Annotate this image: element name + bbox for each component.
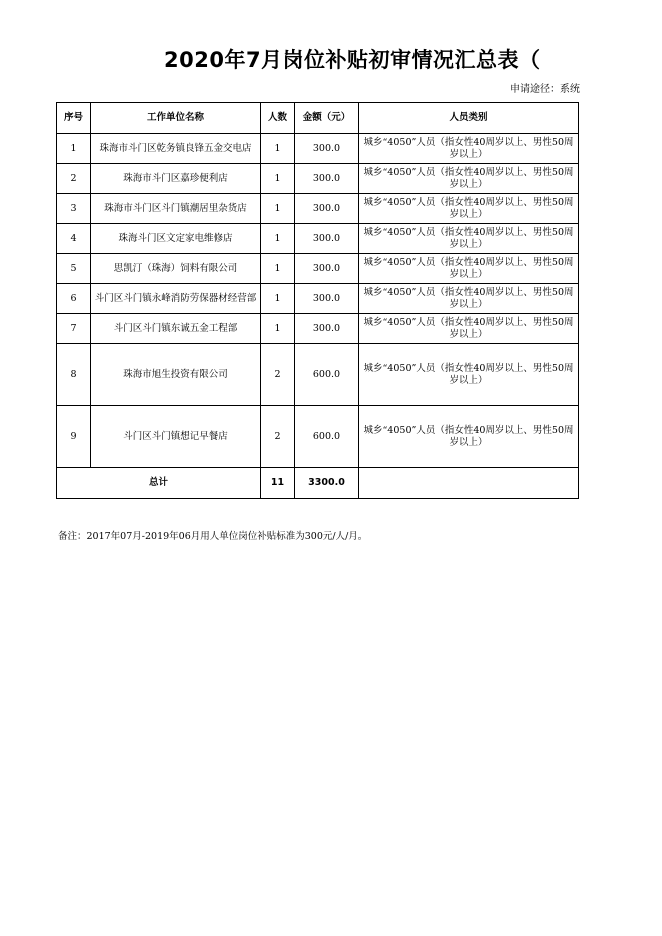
cell-count: 1 <box>261 164 295 194</box>
cell-seq: 7 <box>57 314 91 344</box>
table-row <box>57 406 579 468</box>
summary-table <box>56 102 579 499</box>
cell-category: 城乡“4050”人员（指女性40周岁以上、男性50周岁以上） <box>359 164 579 194</box>
cell-unit: 珠海市旭生投资有限公司 <box>91 344 261 406</box>
cell-unit: 珠海斗门区文定家电维修店 <box>91 224 261 254</box>
cell-seq: 9 <box>57 406 91 468</box>
cell-category: 城乡“4050”人员（指女性40周岁以上、男性50周岁以上） <box>359 314 579 344</box>
cell-count: 1 <box>261 284 295 314</box>
total-count: 11 <box>261 468 295 499</box>
cell-category: 城乡“4050”人员（指女性40周岁以上、男性50周岁以上） <box>359 224 579 254</box>
cell-unit: 斗门区斗门镇永峰消防劳保器材经营部 <box>91 284 261 314</box>
cell-amount: 300.0 <box>295 194 359 224</box>
cell-category: 城乡“4050”人员（指女性40周岁以上、男性50周岁以上） <box>359 406 579 468</box>
table-row <box>57 224 579 254</box>
table-row <box>57 164 579 194</box>
cell-amount: 300.0 <box>295 284 359 314</box>
cell-category: 城乡“4050”人员（指女性40周岁以上、男性50周岁以上） <box>359 254 579 284</box>
page-title: 2020年7月岗位补贴初审情况汇总表（ <box>164 48 541 72</box>
cell-count: 1 <box>261 254 295 284</box>
cell-amount: 300.0 <box>295 164 359 194</box>
total-label: 总计 <box>57 468 261 499</box>
application-channel: 申请途径：系统 <box>510 84 580 95</box>
cell-seq: 4 <box>57 224 91 254</box>
cell-amount: 300.0 <box>295 224 359 254</box>
footnote: 备注：2017年07月-2019年06月用人单位岗位补贴标准为300元/人/月。 <box>58 531 368 542</box>
cell-unit: 珠海市斗门区斗门镇潮居里杂货店 <box>91 194 261 224</box>
header-seq: 序号 <box>57 103 91 134</box>
cell-unit: 斗门区斗门镇想记早餐店 <box>91 406 261 468</box>
total-amount: 3300.0 <box>295 468 359 499</box>
header-unit: 工作单位名称 <box>91 103 261 134</box>
cell-count: 2 <box>261 344 295 406</box>
cell-unit: 思凯汀（珠海）饲料有限公司 <box>91 254 261 284</box>
cell-amount: 600.0 <box>295 344 359 406</box>
table-row <box>57 254 579 284</box>
cell-amount: 300.0 <box>295 314 359 344</box>
cell-seq: 1 <box>57 134 91 164</box>
cell-count: 1 <box>261 194 295 224</box>
cell-category: 城乡“4050”人员（指女性40周岁以上、男性50周岁以上） <box>359 344 579 406</box>
total-category-empty <box>359 468 579 499</box>
cell-unit: 珠海市斗门区嘉珍便利店 <box>91 164 261 194</box>
cell-seq: 6 <box>57 284 91 314</box>
cell-category: 城乡“4050”人员（指女性40周岁以上、男性50周岁以上） <box>359 194 579 224</box>
cell-amount: 600.0 <box>295 406 359 468</box>
cell-category: 城乡“4050”人员（指女性40周岁以上、男性50周岁以上） <box>359 284 579 314</box>
table-row <box>57 194 579 224</box>
header-amount: 金额（元） <box>295 103 359 134</box>
table-row <box>57 134 579 164</box>
cell-count: 2 <box>261 406 295 468</box>
cell-unit: 珠海市斗门区乾务镇良锋五金交电店 <box>91 134 261 164</box>
table-row <box>57 344 579 406</box>
cell-count: 1 <box>261 314 295 344</box>
header-count: 人数 <box>261 103 295 134</box>
cell-amount: 300.0 <box>295 134 359 164</box>
cell-count: 1 <box>261 224 295 254</box>
cell-seq: 8 <box>57 344 91 406</box>
table-header-row <box>57 103 579 134</box>
table-row <box>57 284 579 314</box>
cell-count: 1 <box>261 134 295 164</box>
header-category: 人员类别 <box>359 103 579 134</box>
cell-seq: 3 <box>57 194 91 224</box>
cell-amount: 300.0 <box>295 254 359 284</box>
cell-category: 城乡“4050”人员（指女性40周岁以上、男性50周岁以上） <box>359 134 579 164</box>
total-row <box>57 468 579 499</box>
cell-unit: 斗门区斗门镇东诚五金工程部 <box>91 314 261 344</box>
cell-seq: 2 <box>57 164 91 194</box>
cell-seq: 5 <box>57 254 91 284</box>
table-row <box>57 314 579 344</box>
